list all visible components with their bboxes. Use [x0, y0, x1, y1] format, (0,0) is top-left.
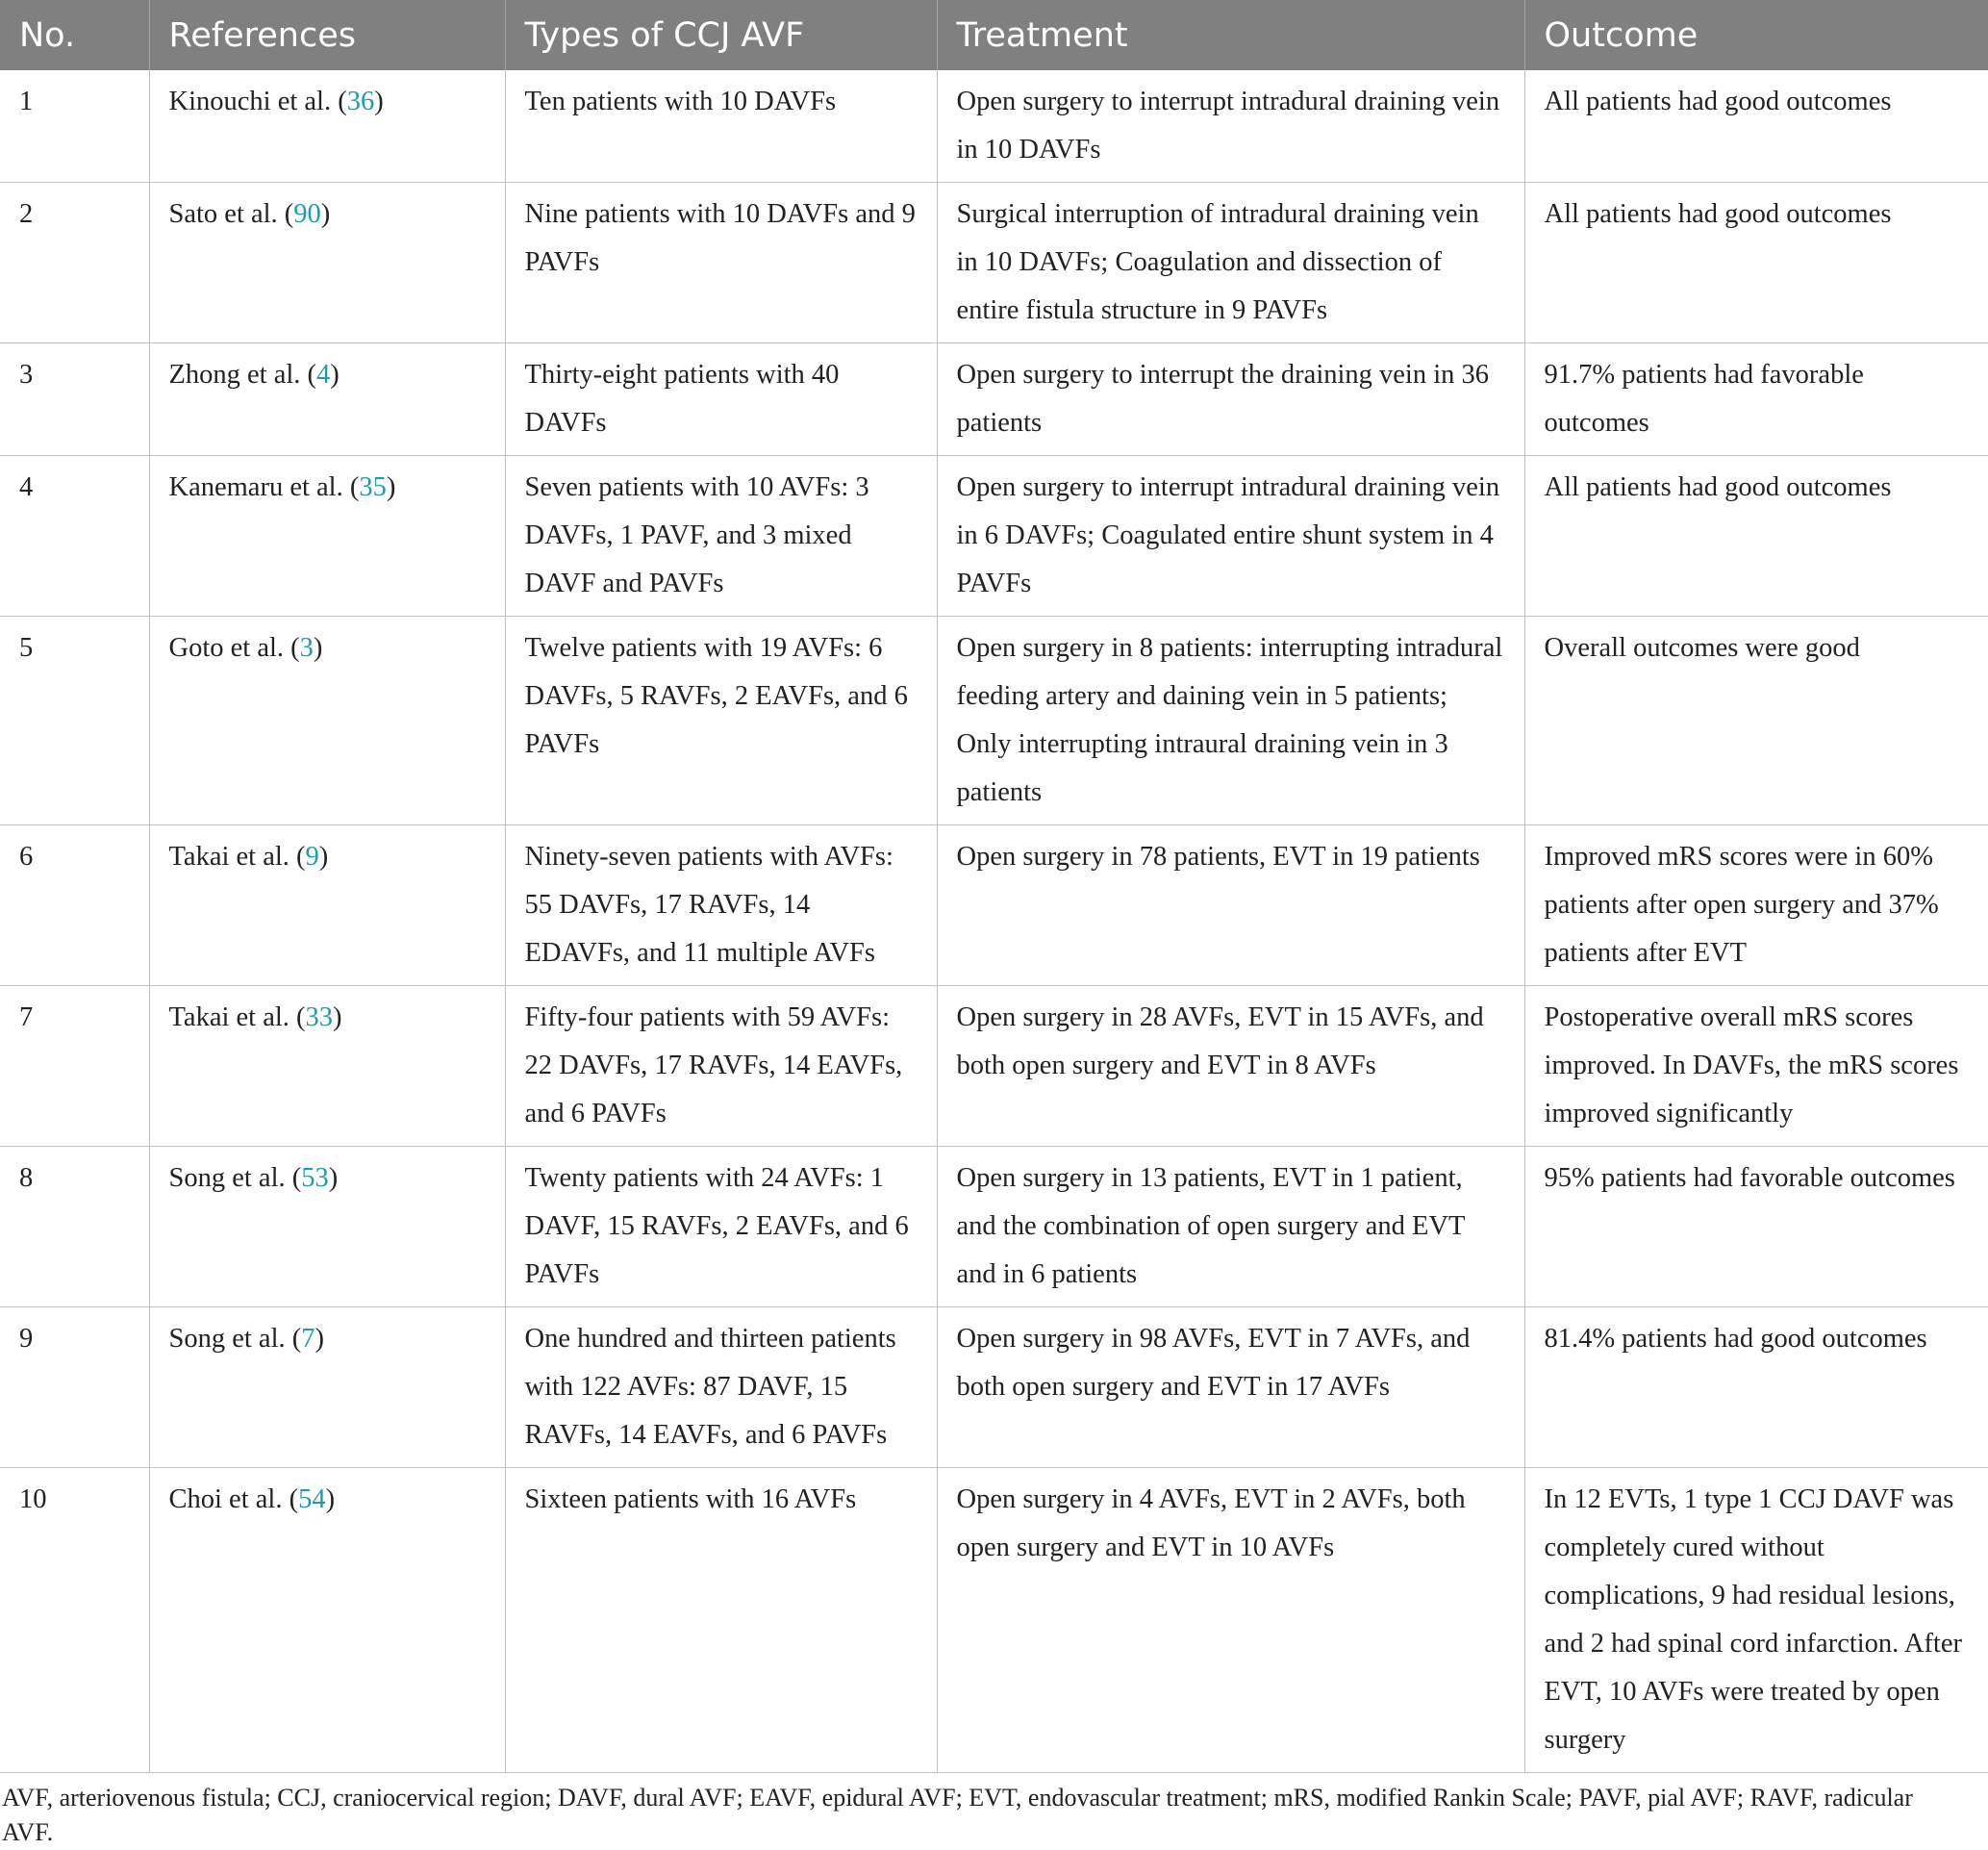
- cell-no: 4: [0, 456, 149, 617]
- ref-link[interactable]: 7: [301, 1324, 315, 1354]
- ref-link[interactable]: 3: [299, 633, 314, 663]
- cell-types: Ninety-seven patients with AVFs: 55 DAVFs, 17 RAVFs, 14 EDAVFs, and 11 multiple AVFs: [505, 825, 937, 986]
- cell-treatment: Open surgery in 13 patients, EVT in 1 patient, and the combination of open surgery and EVT and in 6 patients: [937, 1147, 1524, 1307]
- ref-author: Sato et al. (: [168, 199, 294, 229]
- cell-reference: [149, 986, 505, 1147]
- ref-link[interactable]: 53: [301, 1163, 329, 1193]
- ref-close: ): [333, 1002, 342, 1032]
- header-references: References: [149, 0, 505, 70]
- cell-treatment: Open surgery to interrupt the draining vein in 36 patients: [937, 343, 1524, 456]
- cell-types: Ten patients with 10 DAVFs: [505, 70, 937, 183]
- ref-close: ): [318, 842, 329, 872]
- table-row: [0, 986, 1988, 1147]
- cell-types: Twenty patients with 24 AVFs: 1 DAVF, 15 RAVFs, 2 EAVFs, and 6 PAVFs: [505, 1147, 937, 1307]
- cell-outcome: All patients had good outcomes: [1524, 456, 1988, 617]
- cell-treatment: Open surgery to interrupt intradural draining vein in 10 DAVFs: [937, 70, 1524, 183]
- cell-outcome: All patients had good outcomes: [1524, 70, 1988, 183]
- cell-types: One hundred and thirteen patients with 122 AVFs: 87 DAVF, 15 RAVFs, 14 EAVFs, and 6 PAVFs: [505, 1307, 937, 1468]
- ref-close: ): [313, 633, 323, 663]
- cell-treatment: Open surgery in 28 AVFs, EVT in 15 AVFs, and both open surgery and EVT in 8 AVFs: [937, 986, 1524, 1147]
- cell-no: 7: [0, 986, 149, 1147]
- ref-author: Song et al. (: [168, 1163, 302, 1193]
- cell-no: 1: [0, 70, 149, 183]
- cell-types: Twelve patients with 19 AVFs: 6 DAVFs, 5 RAVFs, 2 EAVFs, and 6 PAVFs: [505, 617, 937, 825]
- table-row: [0, 456, 1988, 617]
- ref-close: ): [386, 472, 396, 502]
- table-row: [0, 825, 1988, 986]
- table-header-row: [0, 0, 1988, 70]
- cell-outcome: 95% patients had favorable outcomes: [1524, 1147, 1988, 1307]
- cell-no: 2: [0, 183, 149, 343]
- cell-outcome: 91.7% patients had favorable outcomes: [1524, 343, 1988, 456]
- cell-outcome: Postoperative overall mRS scores improved. In DAVFs, the mRS scores improved significantly: [1524, 986, 1988, 1147]
- ref-author: Song et al. (: [168, 1324, 302, 1354]
- table-row: [0, 617, 1988, 825]
- cell-no: 9: [0, 1307, 149, 1468]
- ref-link[interactable]: 54: [298, 1484, 326, 1514]
- ref-author: Kinouchi et al. (: [168, 87, 347, 116]
- ref-author: Goto et al. (: [168, 633, 300, 663]
- cell-reference: [149, 343, 505, 456]
- cell-no: 6: [0, 825, 149, 986]
- cell-reference: [149, 825, 505, 986]
- ref-close: ): [330, 360, 340, 390]
- table-footnote: AVF, arteriovenous fistula; CCJ, craniocervical region; DAVF, dural AVF; EAVF, epidural AVF; EVT, endovascular treatment; mRS, modified Rankin Scale; PAVF, pial AVF; RAVF, radicular AVF.: [2, 1784, 1913, 1846]
- ref-link[interactable]: 33: [305, 1002, 334, 1032]
- ref-author: Takai et al. (: [168, 842, 306, 872]
- cell-treatment: Open surgery in 78 patients, EVT in 19 patients: [937, 825, 1524, 986]
- table-row: [0, 343, 1988, 456]
- cell-reference: [149, 183, 505, 343]
- ref-author: Zhong et al. (: [168, 360, 317, 390]
- cell-treatment: Open surgery in 98 AVFs, EVT in 7 AVFs, and both open surgery and EVT in 17 AVFs: [937, 1307, 1524, 1468]
- ref-close: ): [325, 1484, 336, 1514]
- cell-reference: [149, 456, 505, 617]
- cell-reference: [149, 1307, 505, 1468]
- header-no: No.: [0, 0, 149, 70]
- ref-author: Kanemaru et al. (: [168, 472, 360, 502]
- cell-outcome: Improved mRS scores were in 60% patients after open surgery and 37% patients after EVT: [1524, 825, 1988, 986]
- cell-treatment: Surgical interruption of intradural draining vein in 10 DAVFs; Coagulation and dissection of entire fistula structure in 9 PAVFs: [937, 183, 1524, 343]
- cell-no: 10: [0, 1468, 149, 1773]
- table-row: [0, 70, 1988, 183]
- ref-link[interactable]: 90: [293, 199, 321, 229]
- ref-close: ): [328, 1163, 339, 1193]
- table-row: [0, 183, 1988, 343]
- cell-outcome: All patients had good outcomes: [1524, 183, 1988, 343]
- cell-no: 3: [0, 343, 149, 456]
- cell-reference: [149, 1147, 505, 1307]
- ref-close: ): [315, 1324, 324, 1354]
- cell-types: Fifty-four patients with 59 AVFs: 22 DAVFs, 17 RAVFs, 14 EAVFs, and 6 PAVFs: [505, 986, 937, 1147]
- cell-treatment: Open surgery in 8 patients: interrupting intradural feeding artery and daining vein in 5 patients; Only interrupting intraural draining vein in 3 patients: [937, 617, 1524, 825]
- ref-link[interactable]: 4: [316, 360, 331, 390]
- ref-link[interactable]: 9: [305, 842, 319, 872]
- header-outcome: Outcome: [1524, 0, 1988, 70]
- ref-link[interactable]: 36: [346, 87, 375, 116]
- cell-types: Thirty-eight patients with 40 DAVFs: [505, 343, 937, 456]
- cell-outcome: 81.4% patients had good outcomes: [1524, 1307, 1988, 1468]
- ref-close: ): [320, 199, 331, 229]
- cell-no: 5: [0, 617, 149, 825]
- cell-treatment: Open surgery to interrupt intradural draining vein in 6 DAVFs; Coagulated entire shunt system in 4 PAVFs: [937, 456, 1524, 617]
- cell-reference: [149, 1468, 505, 1773]
- ref-close: ): [374, 87, 384, 116]
- cell-outcome: Overall outcomes were good: [1524, 617, 1988, 825]
- ref-author: Choi et al. (: [168, 1484, 299, 1514]
- cell-reference: [149, 617, 505, 825]
- cell-types: Nine patients with 10 DAVFs and 9 PAVFs: [505, 183, 937, 343]
- cell-types: Seven patients with 10 AVFs: 3 DAVFs, 1 PAVF, and 3 mixed DAVF and PAVFs: [505, 456, 937, 617]
- cell-treatment: Open surgery in 4 AVFs, EVT in 2 AVFs, both open surgery and EVT in 10 AVFs: [937, 1468, 1524, 1773]
- cell-types: Sixteen patients with 16 AVFs: [505, 1468, 937, 1773]
- ref-author: Takai et al. (: [168, 1002, 306, 1032]
- header-types: Types of CCJ AVF: [505, 0, 937, 70]
- header-treatment: Treatment: [937, 0, 1524, 70]
- table-row: [0, 1468, 1988, 1773]
- cell-no: 8: [0, 1147, 149, 1307]
- cell-outcome: In 12 EVTs, 1 type 1 CCJ DAVF was completely cured without complications, 9 had residual lesions, and 2 had spinal cord infarction. After EVT, 10 AVFs were treated by open surgery: [1524, 1468, 1988, 1773]
- ref-link[interactable]: 35: [359, 472, 387, 502]
- cell-reference: [149, 70, 505, 183]
- table-row: [0, 1307, 1988, 1468]
- table-row: [0, 1147, 1988, 1307]
